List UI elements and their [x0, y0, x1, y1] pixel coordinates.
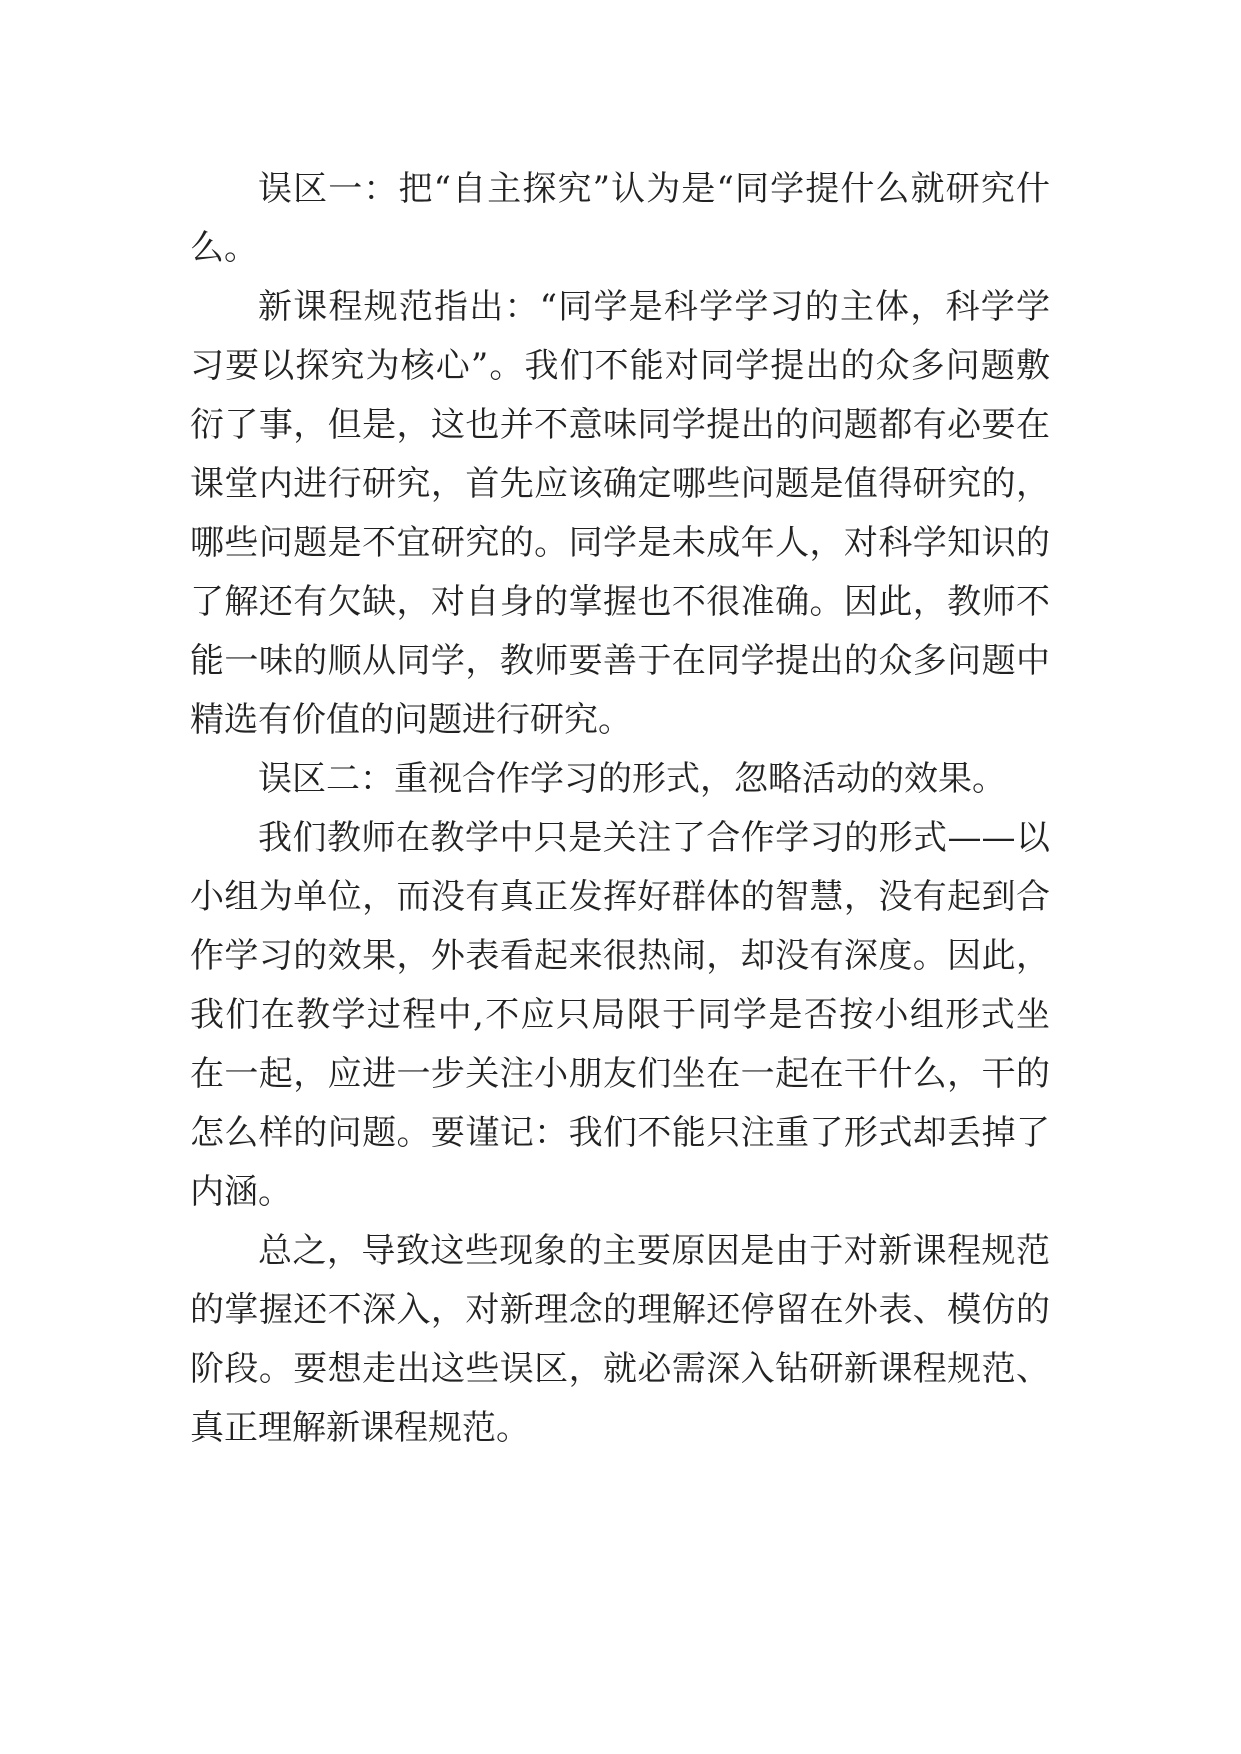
- paragraph-misconception-two: 误区二：重视合作学习的形式，忽略活动的效果。: [258, 759, 1006, 799]
- document-body: [190, 160, 1050, 1458]
- paragraph-conclusion: 总之，导致这些现象的主要原因是由于对新课程规范的掌握还不深入，对新理念的理解还停留在外表、模仿的阶段。要想走出这些误区，就必需深入钻研新课程规范、真正理解新课程规范。: [190, 1231, 1050, 1448]
- paragraph-misconception-one: 误区一：把“自主探究”认为是“同学提什么就研究什么。: [190, 169, 1050, 268]
- paragraph-standard-explanation: 新课程规范指出：“同学是科学学习的主体，科学学习要以探究为核心”。我们不能对同学提出的众多问题敷衍了事，但是，这也并不意味同学提出的问题都有必要在课堂内进行研究，首先应该确定哪些问题是值得研究的，哪些问题是不宜研究的。同学是未成年人，对科学知识的了解还有欠缺，对自身的掌握也不很准确。因此，教师不能一味的顺从同学，教师要善于在同学提出的众多问题中精选有价值的问题进行研究。: [190, 287, 1050, 740]
- paragraph-cooperation-explanation: 我们教师在教学中只是关注了合作学习的形式——以小组为单位，而没有真正发挥好群体的智慧，没有起到合作学习的效果，外表看起来很热闹，却没有深度。因此，我们在教学过程中,不应只局限于同学是否按小组形式坐在一起，应进一步关注小朋友们坐在一起在干什么，干的怎么样的问题。要谨记：我们不能只注重了形式却丢掉了内涵。: [190, 818, 1050, 1212]
